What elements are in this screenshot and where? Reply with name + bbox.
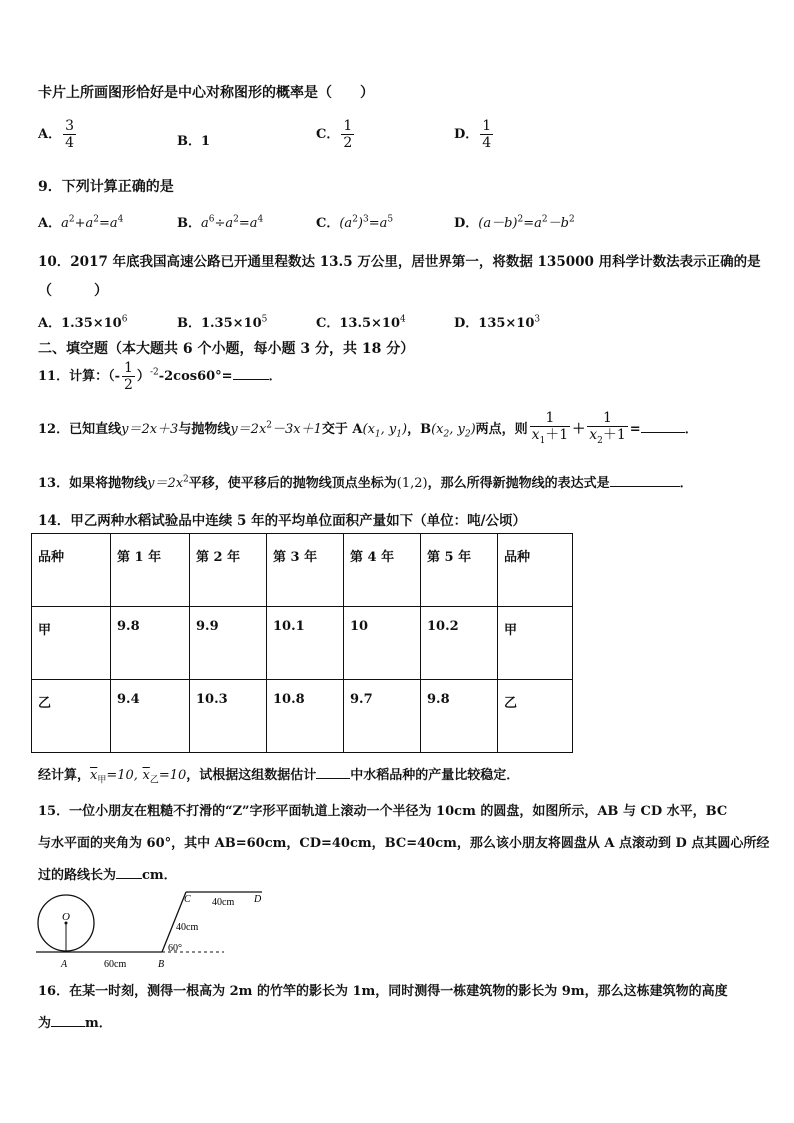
label-cd-length: 40cm [212, 897, 235, 908]
q11: 11．计算：（- $\frac{1}{2}$ ）$^{-2}$-2cos60°= ． [38, 360, 282, 393]
table-row [32, 607, 573, 680]
q9-option-d: D．$(a-b)^2=a^2-b^2$ [454, 214, 575, 231]
yield-table [31, 533, 573, 753]
q10-option-c: C．$13.5\times 10^4$ [316, 314, 406, 331]
table-cell: 10.2 [421, 607, 498, 680]
table-cell: 9.9 [190, 607, 267, 680]
table-header-cell: 品种 [32, 534, 111, 607]
table-cell: 乙 [498, 680, 573, 753]
table-cell: 甲 [32, 607, 111, 680]
q10-paren: （ ） [38, 283, 108, 299]
table-cell: 9.8 [421, 680, 498, 753]
table-row [32, 680, 573, 753]
table-cell: 9.7 [344, 680, 421, 753]
table-header-cell: 第 1 年 [111, 534, 190, 607]
q8-stem: 卡片上所画图形恰好是中心对称图形的概率是（ ） [38, 85, 374, 101]
q14-stem: 14．甲乙两种水稻试验品中连续 5 年的平均单位面积产量如下（单位：吨/公顷） [38, 513, 527, 529]
q15-line-2: 与水平面的夹角为 60°，其中 AB=60cm，CD=40cm，BC=40cm，那么该小朋友将圆盘从 A 点滚动到 D 点其圆心所经 [38, 836, 770, 851]
q16-line-1: 16．在某一时刻，测得一根高为 2m 的竹竿的影长为 1m，同时测得一栋建筑物的影长为 9m，那么这栋建筑物的高度 [38, 984, 728, 999]
table-cell: 10.3 [190, 680, 267, 753]
q8-option-d: D． $\frac{1}{4}$ [454, 118, 492, 151]
q8-option-b: B．1 [177, 134, 211, 149]
table-cell: 10 [344, 607, 421, 680]
table-header-cell: 第 2 年 [190, 534, 267, 607]
q14-conclusion: 经计算，$\overline{x}_甲=10$, $\overline{x}_乙=10$，试根据这组数据估计 中水稻品种的产量比较稳定． [38, 768, 520, 786]
q10-option-d: D．$135\times 10^3$ [454, 314, 541, 331]
q10-stem: 10．2017 年底我国高速公路已开通里程数达 13.5 万公里，居世界第一，将数据 135000 用科学计数法表示正确的是 [38, 254, 761, 270]
label-a: A [61, 959, 68, 970]
label-d: D [254, 894, 262, 905]
rolling-disc-figure [34, 888, 274, 972]
q8-option-c: C． $\frac{1}{2}$ [316, 118, 353, 151]
q9-option-b: B．$a^6\div a^2=a^4$ [177, 214, 264, 231]
q9-stem: 9．下列计算正确的是 [38, 179, 174, 195]
label-angle: 60° [168, 943, 182, 954]
q9-option-c: C．$(a^2)^3=a^5$ [316, 214, 394, 231]
label-o: O [62, 911, 70, 923]
q9-option-a: A．$a^2+a^2=a^4$ [38, 214, 124, 231]
table-cell: 9.8 [111, 607, 190, 680]
table-header-cell: 第 3 年 [267, 534, 344, 607]
section-heading: 二、填空题（本大题共 6 个小题，每小题 3 分，共 18 分） [38, 341, 415, 357]
label-ab-length: 60cm [104, 959, 127, 970]
q15-line-1: 15．一位小朋友在粗糙不打滑的“Z”字形平面轨道上滚动一个半径为 10cm 的圆盘，如图所示，AB 与 CD 水平，BC [38, 804, 728, 819]
table-cell: 10.8 [267, 680, 344, 753]
table-cell: 乙 [32, 680, 111, 753]
q10-option-a: A．$1.35\times 10^6$ [38, 314, 128, 331]
q12: 12．已知直线y＝2x＋3与抛物线$y=2x^2-3x+1$交于 $A(x_1$, $y_1$)，$B(x_2$, $y_2$)两点，则 $\frac{1}{x_1+1}$ ＋ $\frac{1}{x_2+1}$ = ． [38, 410, 698, 446]
label-c: C [184, 894, 191, 905]
q8-option-a: A． $\frac{3}{4}$ [38, 118, 75, 151]
table-header-cell: 第 5 年 [421, 534, 498, 607]
table-cell: 甲 [498, 607, 573, 680]
q15-line-3: 过的路线长为 cm． [38, 868, 177, 883]
q13: 13．如果将抛物线$y=2x^2$平移，使平移后的抛物线顶点坐标为(1,2)，那么所得新抛物线的表达式是 ． [38, 474, 693, 491]
table-cell: 9.4 [111, 680, 190, 753]
table-header-row [32, 534, 573, 607]
table-cell: 10.1 [267, 607, 344, 680]
q10-option-b: B．$1.35\times 10^5$ [177, 314, 268, 331]
label-b: B [158, 959, 165, 970]
table-header-cell: 第 4 年 [344, 534, 421, 607]
label-bc-length: 40cm [176, 922, 199, 933]
table-header-cell: 品种 [498, 534, 573, 607]
q16-line-2: 为 m． [38, 1016, 112, 1031]
